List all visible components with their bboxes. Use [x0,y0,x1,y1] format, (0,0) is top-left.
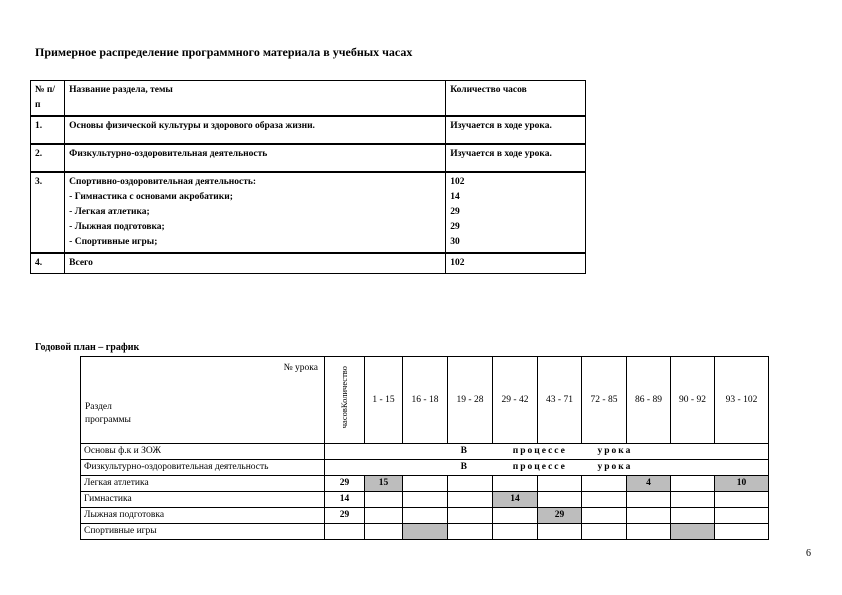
plan-cell [715,492,769,508]
plan-row-name: Физкультурно-оздоровительная деятельность [81,460,325,476]
plan-cell [448,476,493,492]
plan-cell [538,476,582,492]
in-lesson-cell: В процессе урока [325,460,769,476]
range-header: 16 - 18 [403,357,448,444]
plan-cell [538,492,582,508]
plan-row-count [325,524,365,540]
plan-cell: 29 [538,508,582,524]
range-header: 19 - 28 [448,357,493,444]
row-name [65,144,446,172]
plan-cell: 4 [627,476,671,492]
row-name-text: Физкультурно-оздоровительная деятельность [69,149,268,159]
plan-cell [582,476,627,492]
plan-row-name: Спортивные игры [81,524,325,540]
plan-cell [671,524,715,540]
row-name: Основы физической культуры и здорового образа жизни. [65,116,446,144]
plan-cell [627,524,671,540]
plan-cell [582,492,627,508]
table-header-row [31,81,586,117]
corner-cell [81,357,325,444]
row-hours [446,172,586,253]
plan-cell [365,492,403,508]
plan-cell [715,508,769,524]
subitem-name: - Гимнастика с основами акробатики; [69,192,233,202]
subitem-hours: 29 [450,207,460,217]
lesson-number-label: № урока [283,363,318,373]
section-name: Спортивно-оздоровительная деятельность: [69,177,257,187]
plan-row-name: Легкая атлетика [81,476,325,492]
subitem-name: - Спортивные игры; [69,237,158,247]
table-row [31,253,586,274]
section-hours: 102 [450,177,465,187]
in-lesson-cell: В процессе урока [325,444,769,460]
plan-cell [403,524,448,540]
plan-cell [582,524,627,540]
table-row [31,172,586,253]
plan-row [81,492,769,508]
subitem-hours: 30 [450,237,460,247]
plan-row [81,460,769,476]
plan-cell [493,508,538,524]
plan-cell [671,492,715,508]
plan-cell [448,524,493,540]
range-header: 43 - 71 [538,357,582,444]
count-header-text: часовКоличество [339,365,349,429]
annual-plan-table [80,356,769,540]
plan-row [81,444,769,460]
range-header: 29 - 42 [493,357,538,444]
page-number: 6 [806,548,811,559]
plan-cell [403,492,448,508]
row-num: 2. [31,144,65,172]
row-hours: Изучается в ходе урока. [446,116,586,144]
table-row [31,144,586,172]
plan-cell [493,524,538,540]
page-title: Примерное распределение программного материала в учебных часах [35,45,413,59]
plan-row-count: 29 [325,508,365,524]
row-hours: 102 [446,253,586,274]
plan-cell [365,508,403,524]
plan-cell [627,492,671,508]
plan-row-count: 14 [325,492,365,508]
plan-cell [627,508,671,524]
section-label-line2: программы [85,415,131,425]
plan-cell [448,508,493,524]
range-header: 72 - 85 [582,357,627,444]
header-name: Название раздела, темы [65,81,446,117]
subitem-name: - Легкая атлетика; [69,207,150,217]
plan-cell [403,508,448,524]
row-name [65,172,446,253]
header-num: № п/п [31,81,65,117]
plan-title: Годовой план – график [35,342,140,353]
range-header: 93 - 102 [715,357,769,444]
plan-row-name: Лыжная подготовка [81,508,325,524]
table-row [31,116,586,144]
plan-row [81,524,769,540]
plan-row-count: 29 [325,476,365,492]
subitem-hours: 29 [450,222,460,232]
plan-cell [448,492,493,508]
section-label [85,401,131,427]
plan-cell [403,476,448,492]
range-header: 86 - 89 [627,357,671,444]
distribution-table [30,80,586,274]
subitem-hours: 14 [450,192,460,202]
plan-cell [538,524,582,540]
count-header [325,357,365,444]
plan-cell [671,508,715,524]
plan-cell [671,476,715,492]
section-label-line1: Раздел [85,402,112,412]
plan-header-row [81,357,769,444]
row-num: 3. [31,172,65,253]
plan-cell [715,524,769,540]
plan-cell: 15 [365,476,403,492]
plan-row [81,508,769,524]
plan-row [81,476,769,492]
plan-cell [365,524,403,540]
row-num: 4. [31,253,65,274]
plan-cell: 10 [715,476,769,492]
range-header: 1 - 15 [365,357,403,444]
plan-cell [493,476,538,492]
header-hours: Количество часов [446,81,586,117]
plan-cell [582,508,627,524]
row-name: Всего [65,253,446,274]
plan-row-name: Основы ф.к и ЗОЖ [81,444,325,460]
plan-cell: 14 [493,492,538,508]
row-hours: Изучается в ходе урока. [446,144,586,172]
range-header: 90 - 92 [671,357,715,444]
subitem-name: - Лыжная подготовка; [69,222,165,232]
row-num: 1. [31,116,65,144]
plan-row-name: Гимнастика [81,492,325,508]
